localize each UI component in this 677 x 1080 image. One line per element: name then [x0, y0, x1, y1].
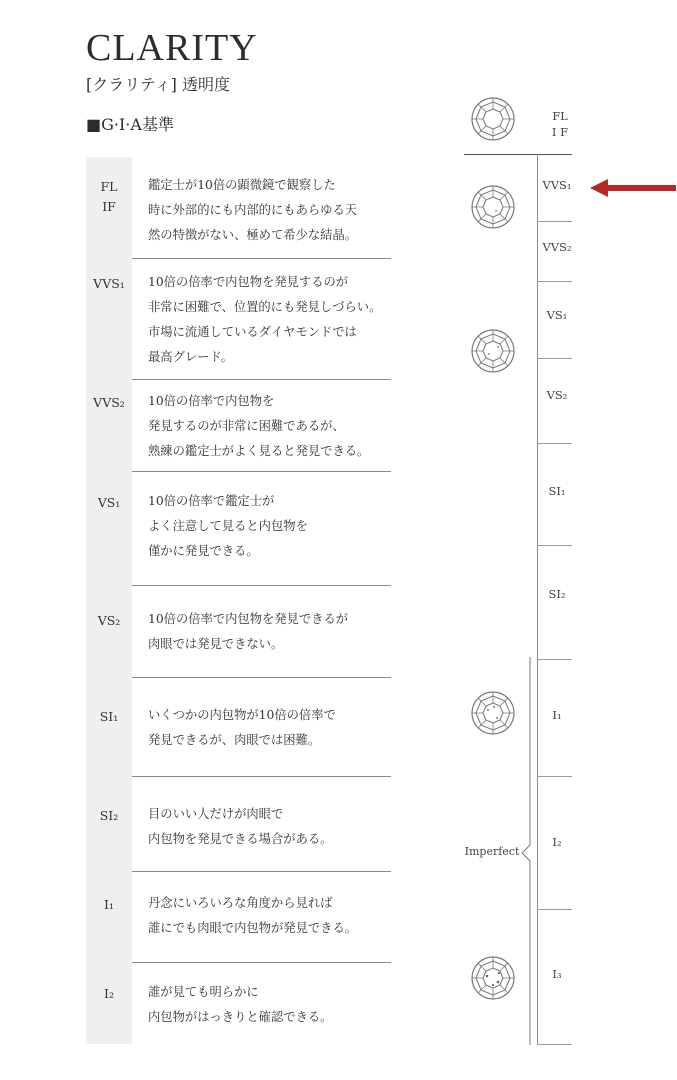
grade-code: VVS₁ [93, 276, 125, 291]
table-row [86, 871, 391, 963]
page-title: CLARITY [86, 27, 258, 69]
grade-code: VS₁ [97, 495, 121, 510]
diamond-icon-imperfect [470, 955, 516, 1001]
table-row [86, 677, 391, 777]
scale-tick [537, 281, 572, 282]
grade-code: FL IF [100, 179, 118, 214]
table-row [86, 776, 391, 872]
scale-grade-label: VVS₁ [542, 178, 572, 192]
grade-description: いくつかの内包物が10倍の倍率で 発見できるが、肉眼では困難。 [148, 708, 336, 747]
grade-code: I₁ [104, 897, 114, 912]
diamond-icon-vs [470, 328, 516, 374]
grade-description: 目のいい人だけが肉眼で 内包物を発見できる場合がある。 [148, 807, 333, 846]
grade-description: 鑑定士が10倍の顕微鏡で観察した 時に外部的にも内部的にもあらゆる天 然の特徴がない、極めて希少な結晶。 [148, 178, 358, 242]
grade-description: 10倍の倍率で内包物を発見するのが 非常に困難で、位置的にも発見しづらい。 市場に流通しているダイヤモンドでは 最高グレード。 [148, 275, 382, 364]
scale-tick [537, 659, 572, 660]
highlight-arrow-icon [588, 177, 677, 199]
scale-tick [537, 909, 572, 910]
page-subtitle: [クラリティ] 透明度 [86, 75, 230, 94]
table-row [86, 258, 391, 380]
scale-tick [537, 443, 572, 444]
scale-tick [537, 358, 572, 359]
scale-grade-label: SI₂ [548, 587, 566, 601]
grade-description: 丹念にいろいろな角度から見れば 誰にでも肉眼で内包物が発見できる。 [148, 896, 358, 935]
diamond-icon-flawless [470, 96, 516, 142]
grade-description: 10倍の倍率で鑑定士が よく注意して見ると内包物を 僅かに発見できる。 [148, 494, 308, 558]
scale-grade-label: SI₁ [548, 484, 566, 498]
scale-grade-label: I₂ [552, 835, 562, 849]
scale-grade-label: VS₁ [546, 308, 568, 322]
standard-heading: ■G·I·A基準 [86, 115, 174, 134]
scale-tick [537, 221, 572, 222]
grade-code: VVS₂ [93, 395, 125, 410]
grade-code: SI₂ [99, 808, 119, 823]
grade-description: 10倍の倍率で内包物を 発見するのが非常に困難であるが、 熟練の鑑定士がよく見ると発見できる。 [148, 394, 370, 458]
diamond-icon-vvs [470, 184, 516, 230]
scale-grade-label: VS₂ [546, 388, 568, 402]
table-row [86, 962, 391, 1044]
table-row [86, 157, 391, 259]
scale-tick [537, 1044, 572, 1045]
scale-grade-label: I₁ [552, 708, 562, 722]
scale-grade-label: I₃ [552, 967, 562, 981]
scale-tick [537, 776, 572, 777]
grade-description: 誰が見ても明らかに 内包物がはっきりと確認できる。 [148, 985, 333, 1024]
table-row [86, 585, 391, 678]
imperfect-label: Imperfect [464, 845, 520, 858]
scale-grade-label: FL I F [551, 109, 569, 139]
grade-cell [86, 585, 132, 677]
table-row [86, 471, 391, 586]
grade-description: 10倍の倍率で内包物を発見できるが 肉眼では発見できない。 [148, 612, 349, 651]
grade-code: VS₂ [97, 613, 121, 628]
grade-code: I₂ [104, 986, 114, 1001]
scale-grade-label: VVS₂ [542, 240, 572, 254]
grade-cell [86, 871, 132, 962]
scale-top-line [464, 154, 572, 155]
scale-tick [537, 545, 572, 546]
diamond-icon-si [470, 690, 516, 736]
table-row [86, 379, 391, 472]
grade-code: SI₁ [99, 709, 119, 724]
grade-cell [86, 471, 132, 585]
